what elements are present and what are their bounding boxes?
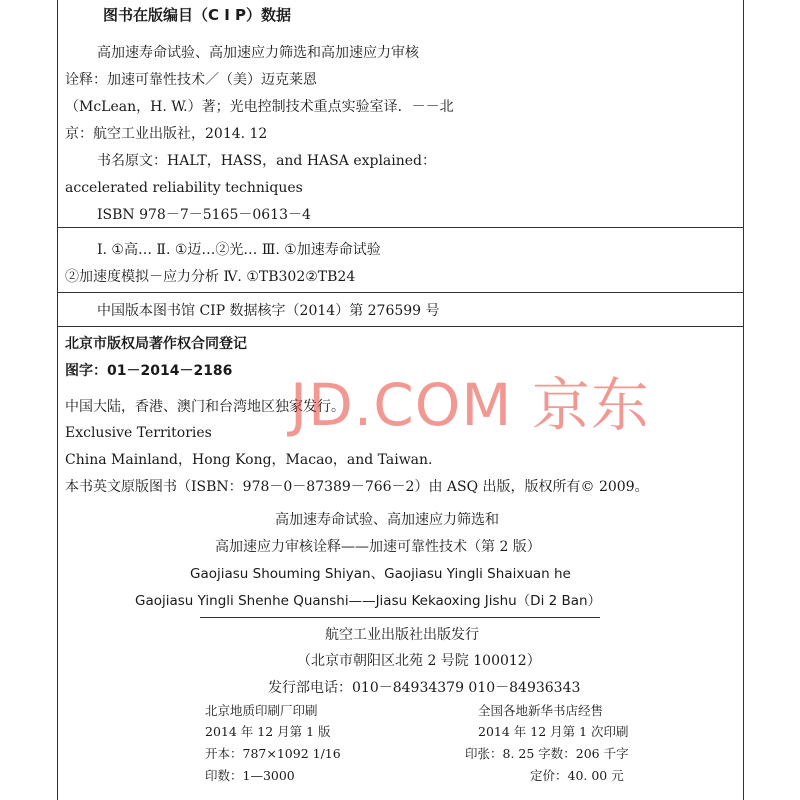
territory-en: China Mainland，Hong Kong，Macao，and Taiwan.: [65, 452, 433, 468]
cip-original-subtitle: accelerated reliability techniques: [65, 180, 303, 196]
printing: 2014 年 12 月第 1 次印刷: [478, 724, 629, 739]
format: 开本：787×1092 1/16: [205, 746, 341, 761]
territory-en-title: Exclusive Territories: [65, 425, 212, 441]
cip-translator-line: （McLean，H. W.）著；光电控制技术重点实验室译．－－北: [65, 99, 454, 115]
copies: 印数：1—3000: [205, 768, 295, 783]
publisher-name: 航空工业出版社出版发行: [325, 627, 479, 643]
cip-classification-line1: Ⅰ. ①高… Ⅱ. ①迈…②光… Ⅲ. ①加速寿命试验: [97, 242, 381, 258]
book-title-pinyin-line2: Gaojiasu Yingli Shenhe Quanshi——Jiasu Kekaoxing Jishu（Di 2 Ban）: [135, 593, 602, 609]
edition: 2014 年 12 月第 1 版: [205, 724, 331, 739]
copyright-registration-number: 图字：01－2014－2186: [65, 363, 233, 379]
book-title-cn-line1: 高加速寿命试验、高加速应力筛选和: [275, 512, 499, 528]
printer: 北京地质印刷厂印刷: [205, 703, 318, 718]
cip-original-title: 书名原文：HALT，HASS，and HASA explained：: [97, 153, 437, 169]
cip-heading: 图书在版编目（C I P）数据: [103, 6, 292, 24]
divider-4: [200, 617, 600, 618]
book-title-cn-line2: 高加速应力审核诠释——加速可靠性技术（第 2 版）: [215, 539, 541, 555]
copyright-registration-title: 北京市版权局著作权合同登记: [65, 336, 247, 352]
divider-3: [57, 326, 744, 327]
territory-cn: 中国大陆，香港、澳门和台湾地区独家发行。: [65, 399, 345, 415]
book-title-pinyin-line1: Gaojiasu Shouming Shiyan、Gaojiasu Yingli Shaixuan he: [190, 566, 571, 582]
price: 定价：40. 00 元: [530, 768, 624, 783]
divider-1: [57, 227, 744, 228]
publisher-address: （北京市朝阳区北苑 2 号院 100012）: [297, 653, 541, 669]
jd-watermark: JD.COM 京东: [290, 371, 650, 439]
cip-author-line: 诠释：加速可靠性技术／（美）迈克莱恩: [65, 72, 317, 88]
distributor: 全国各地新华书店经售: [478, 703, 604, 718]
divider-2: [57, 292, 744, 293]
cip-publisher-line: 京：航空工业出版社，2014. 12: [65, 126, 268, 142]
cip-isbn: ISBN 978－7－5165－0613－4: [97, 207, 311, 223]
publisher-phone: 发行部电话：010－84934379 010－84936343: [268, 680, 581, 696]
cip-title-line: 高加速寿命试验、高加速应力筛选和高加速应力审核: [97, 45, 419, 61]
cip-data-number: 中国版本图书馆 CIP 数据核字（2014）第 276599 号: [97, 303, 440, 319]
cip-classification-line2: ②加速度模拟－应力分析 Ⅳ. ①TB302②TB24: [65, 269, 356, 285]
sheets-and-words: 印张：8. 25 字数：206 千字: [465, 746, 629, 761]
original-edition-note: 本书英文原版图书（ISBN：978－0－87389－766－2）由 ASQ 出版，版权所有© 2009。: [65, 479, 649, 495]
